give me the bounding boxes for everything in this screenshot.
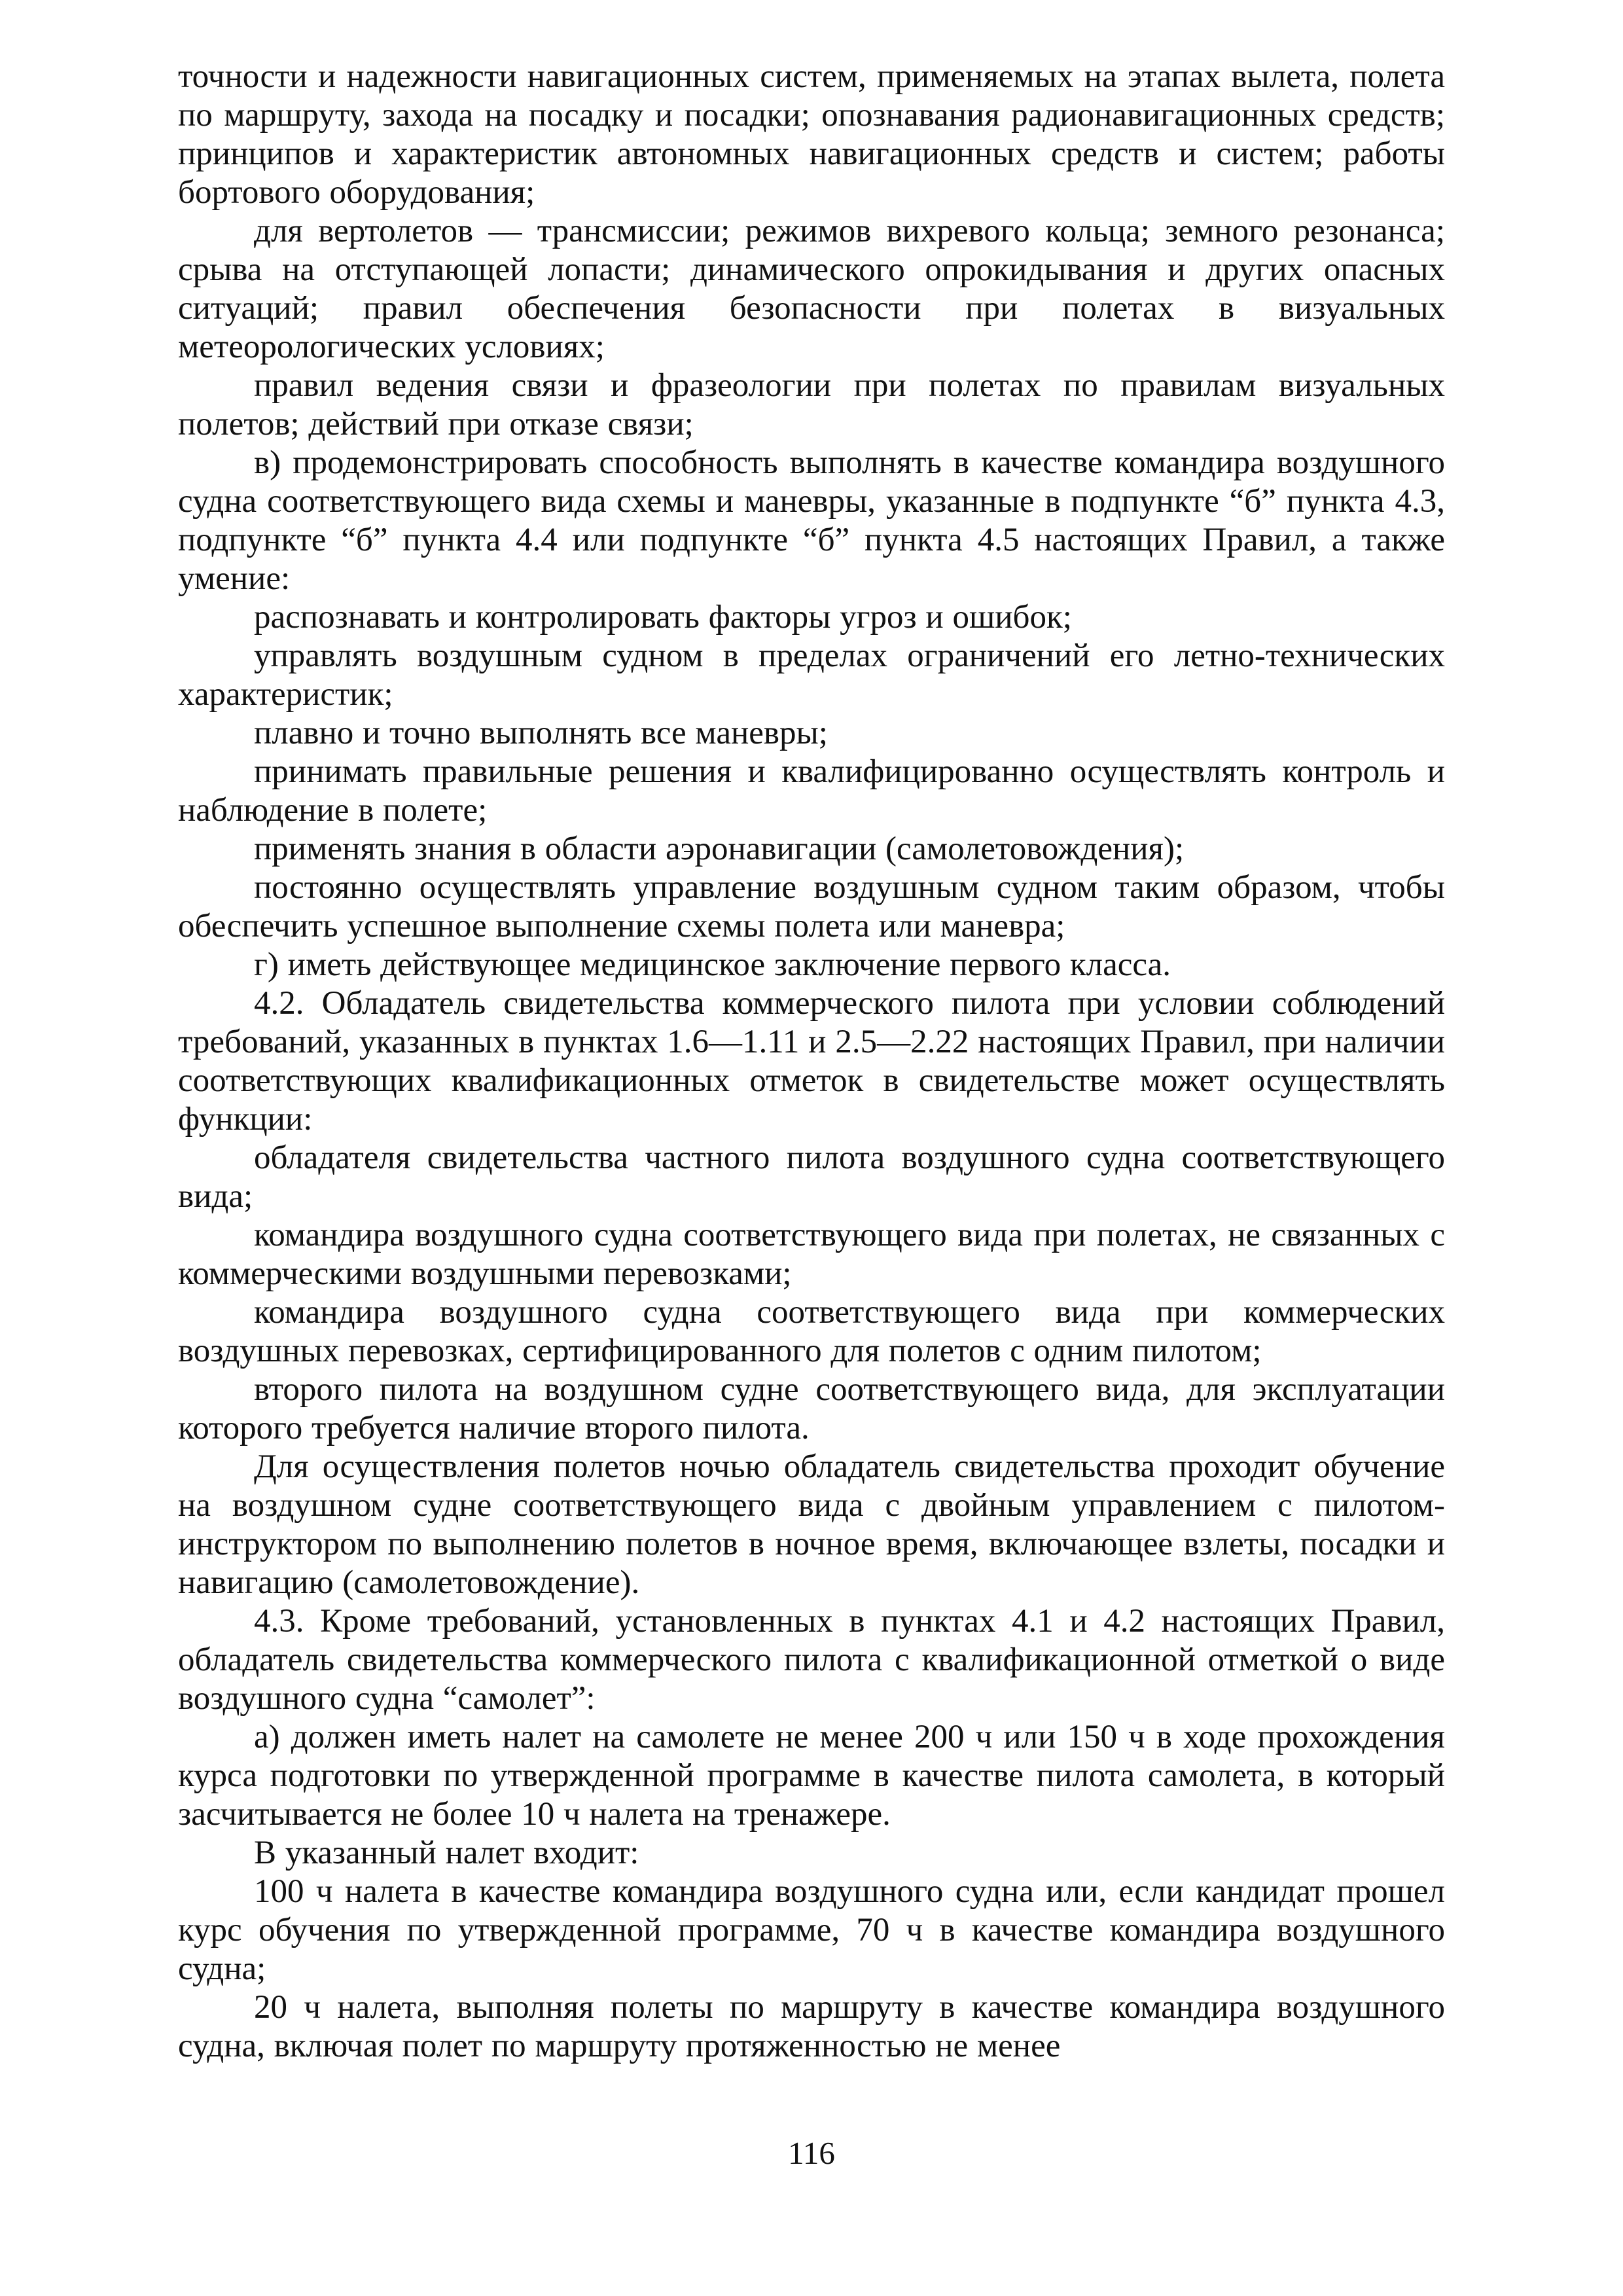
page-number: 116 xyxy=(788,2135,835,2171)
paragraph-10: постоянно осуществлять управление воздушным судном таким образом, чтобы обеспечить успешное выполнение схемы полета или маневра; xyxy=(178,869,1445,944)
paragraph-5: распознавать и контролировать факторы угроз и ошибок; xyxy=(254,599,1072,636)
paragraph-11: г) иметь действующее медицинское заключение первого класса. xyxy=(254,946,1171,983)
paragraph-15: командира воздушного судна соответствующего вида при коммерческих воздушных перевозках, сертифицированного для полетов с одним пилотом; xyxy=(178,1294,1445,1369)
paragraph-13: обладателя свидетельства частного пилота воздушного судна соответствующего вида; xyxy=(178,1139,1445,1215)
paragraph-3: правил ведения связи и фразеологии при полетах по правилам визуальных полетов; действий при отказе связи; xyxy=(178,367,1445,442)
paragraph-18: 4.3. Кроме требований, установленных в пунктах 4.1 и 4.2 настоящих Правил, обладатель свидетельства коммерческого пилота с квалификационной отметкой о виде воздушного судна “самолет”: xyxy=(178,1603,1445,1717)
paragraph-17: Для осуществления полетов ночью обладатель свидетельства проходит обучение на воздушном судне соответствующего вида с двойным управлением с пилотом-инструктором по выполнению полетов в ночное время, включающее взлеты, посадки и навигацию (самолетовождение). xyxy=(178,1448,1445,1601)
paragraph-22: 20 ч налета, выполняя полеты по маршруту в качестве командира воздушного судна, включая полет по маршруту протяженностью не менее xyxy=(178,1989,1445,2064)
paragraph-12: 4.2. Обладатель свидетельства коммерческого пилота при условии соблюдений требований, указанных в пунктах 1.6—1.11 и 2.5—2.22 настоящих Правил, при наличии соответствующих квалификационных отметок в свидетельстве может осуществлять функции: xyxy=(178,985,1445,1138)
paragraph-1: точности и надежности навигационных систем, применяемых на этапах вылета, полета по маршруту, захода на посадку и посадки; опознавания радионавигационных средств; принципов и характеристик автономных навигационных средств и систем; работы бортового оборудования; xyxy=(178,58,1445,211)
paragraph-7: плавно и точно выполнять все маневры; xyxy=(254,715,828,751)
paragraph-9: применять знания в области аэронавигации (самолетовождения); xyxy=(254,831,1185,867)
paragraph-2: для вертолетов — трансмиссии; режимов вихревого кольца; земного резонанса; срыва на отступающей лопасти; динамического опрокидывания и других опасных ситуаций; правил обеспечения безопасности при полетах в визуальных метеорологических условиях; xyxy=(178,213,1445,365)
paragraph-19: а) должен иметь налет на самолете не менее 200 ч или 150 ч в ходе прохождения курса подготовки по утвержденной программе в качестве пилота самолета, в который засчитывается не более 10 ч налета на тренажере. xyxy=(178,1719,1445,1833)
paragraph-8: принимать правильные решения и квалифицированно осуществлять контроль и наблюдение в полете; xyxy=(178,753,1445,829)
document-page xyxy=(178,58,1445,2066)
paragraph-4: в) продемонстрировать способность выполнять в качестве командира воздушного судна соответствующего вида схемы и маневры, указанные в подпункте “б” пункта 4.3, подпункте “б” пункта 4.4 или подпункте “б” пункта 4.5 настоящих Правил, а также умение: xyxy=(178,444,1445,597)
paragraph-6: управлять воздушным судном в пределах ограничений его летно-технических характеристик; xyxy=(178,637,1445,713)
paragraph-20: В указанный налет входит: xyxy=(254,1835,639,1871)
paragraph-14: командира воздушного судна соответствующего вида при полетах, не связанных с коммерческими воздушными перевозками; xyxy=(178,1217,1445,1292)
paragraph-21: 100 ч налета в качестве командира воздушного судна или, если кандидат прошел курс обучения по утвержденной программе, 70 ч в качестве командира воздушного судна; xyxy=(178,1873,1445,1987)
paragraph-16: второго пилота на воздушном судне соответствующего вида, для эксплуатации которого требуется наличие второго пилота. xyxy=(178,1371,1445,1446)
